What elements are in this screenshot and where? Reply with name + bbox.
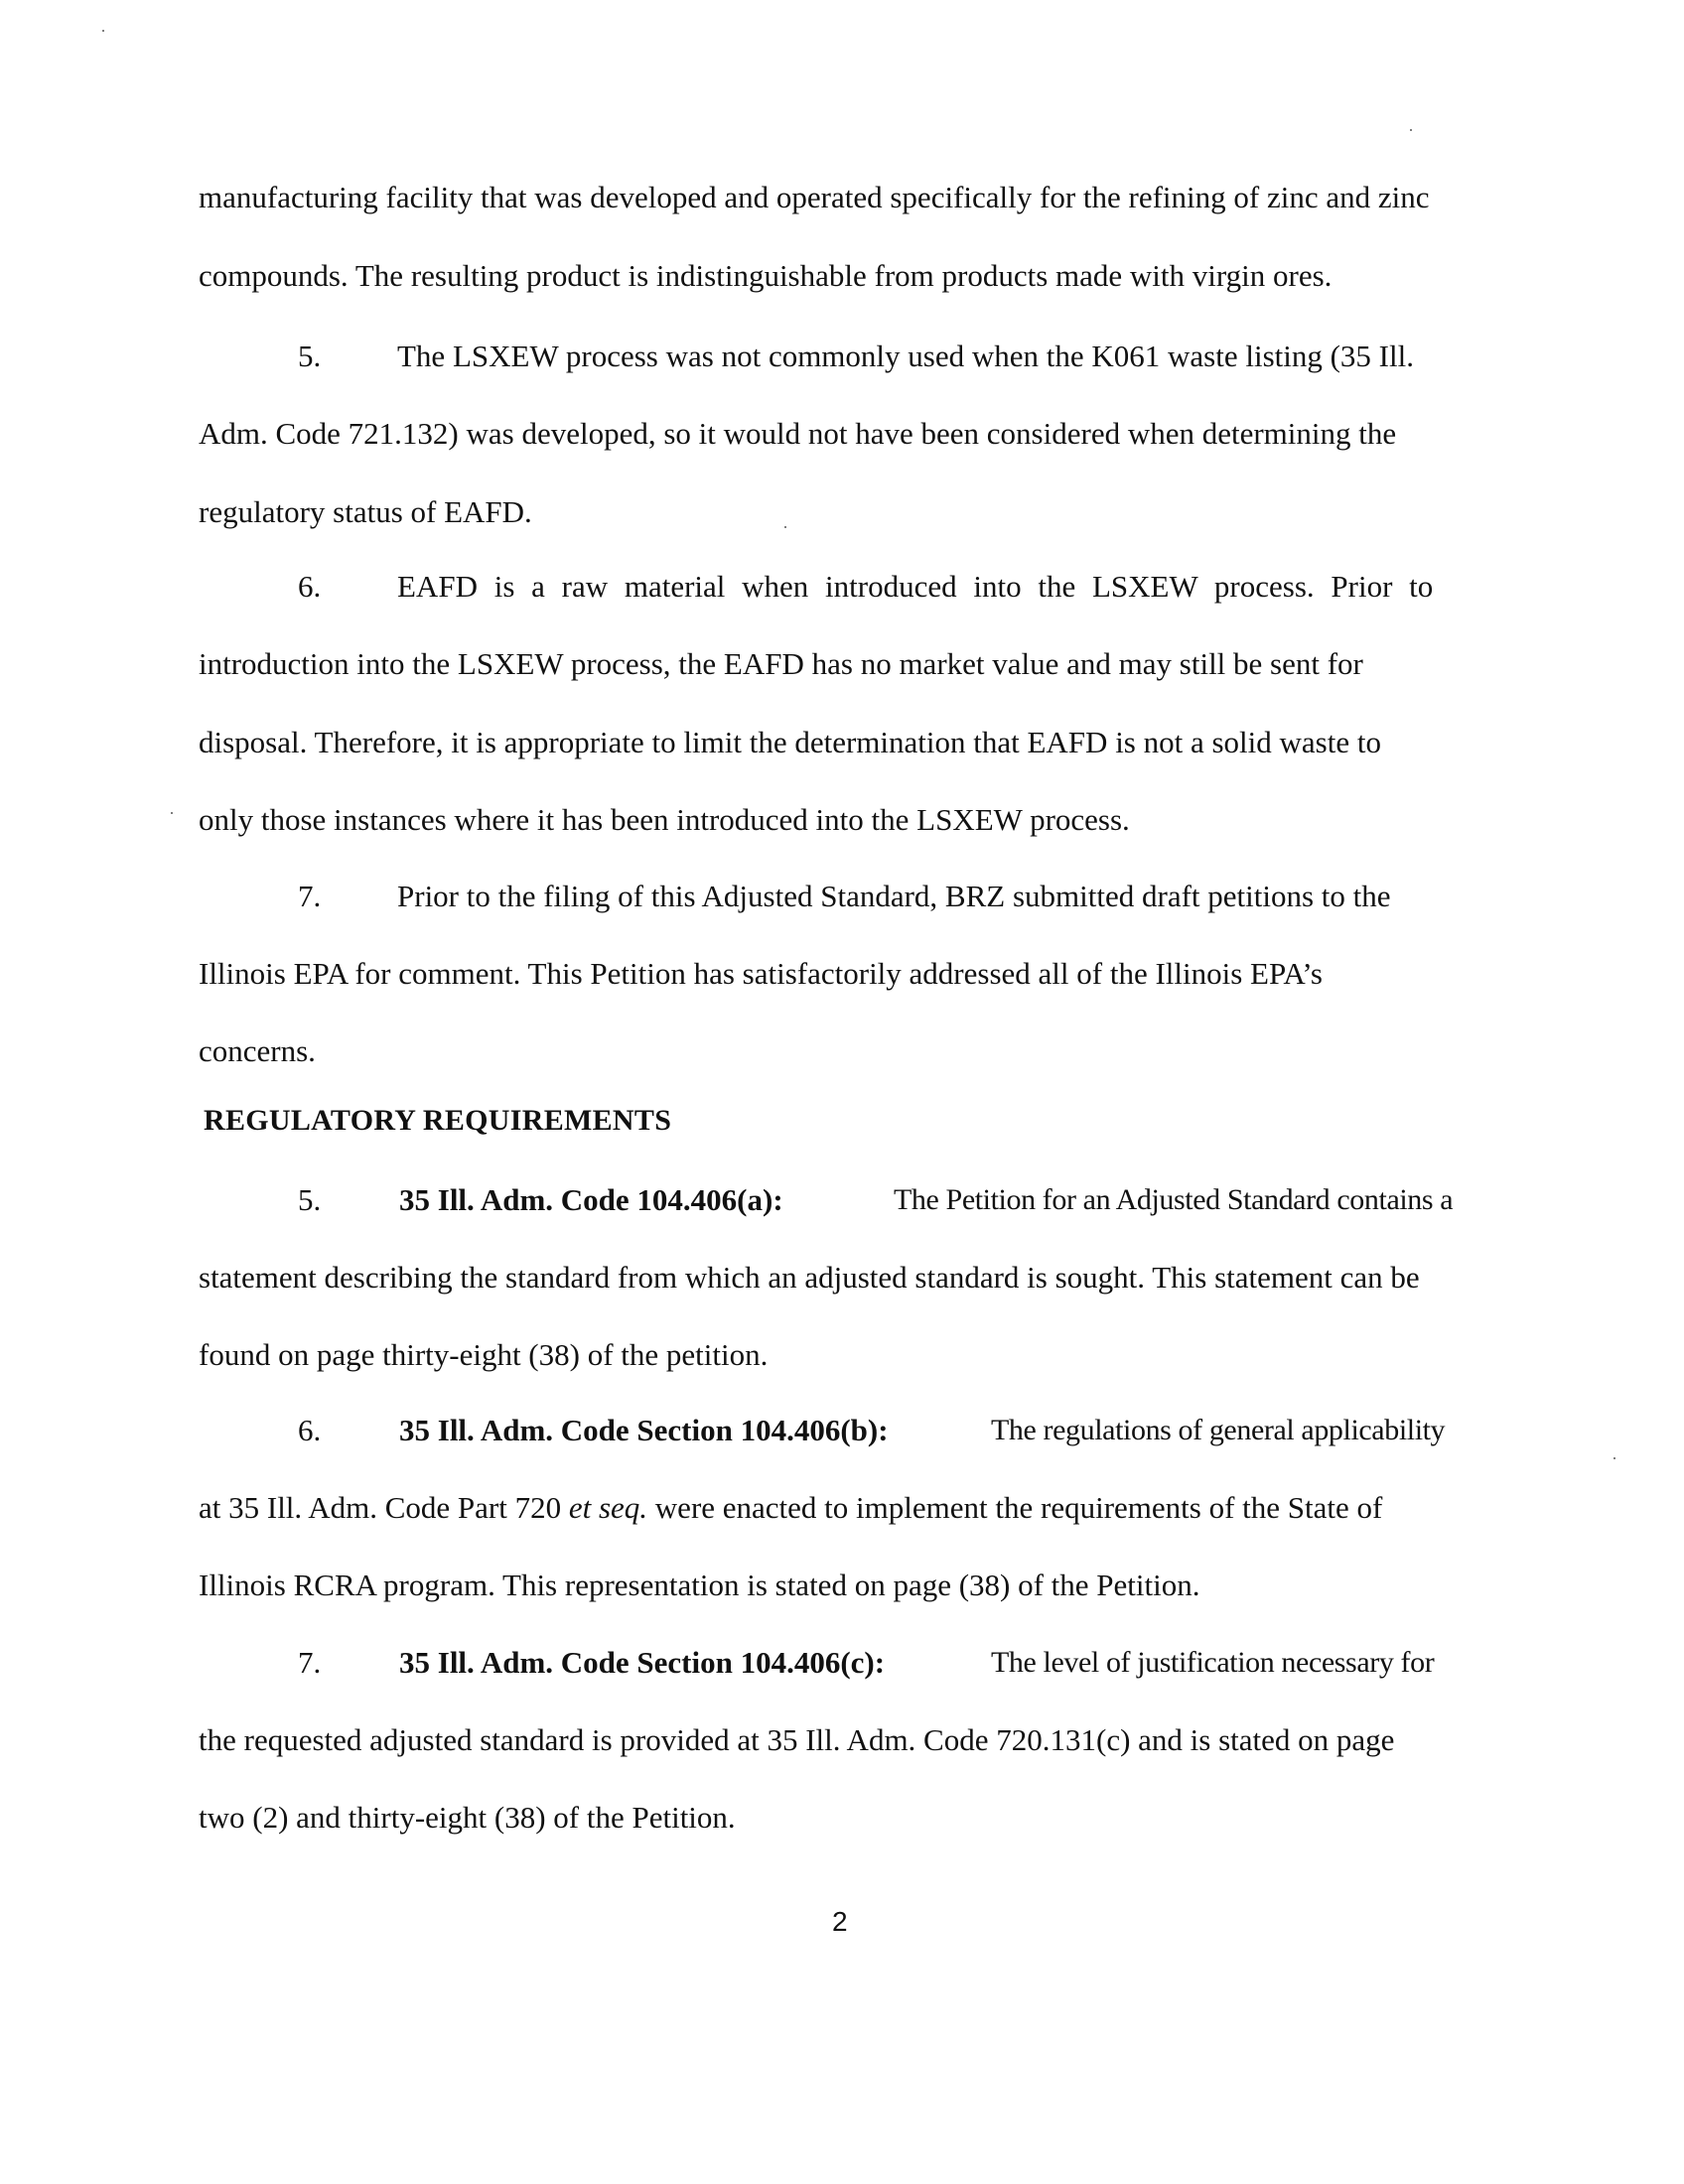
body-line bbox=[199, 645, 1489, 683]
italic-term: et seq. bbox=[568, 1490, 648, 1525]
paragraph-text: Illinois EPA for comment. This Petition has satisfactorily addressed all of the Illinois EPA’s bbox=[199, 956, 1323, 991]
paragraph-text: The Petition for an Adjusted Standard contains a bbox=[894, 1183, 1454, 1216]
paragraph-text: concerns. bbox=[199, 1033, 316, 1068]
paragraph-number: 5. bbox=[298, 339, 322, 373]
body-line bbox=[199, 1032, 1489, 1070]
paragraph-number: 5. bbox=[298, 1182, 322, 1217]
paragraph-text: Prior to the filing of this Adjusted Standard, BRZ submitted draft petitions to the bbox=[397, 879, 1391, 913]
paragraph-text: Adm. Code 721.132) was developed, so it would not have been considered when determining the bbox=[199, 416, 1397, 451]
paragraph-text: EAFD is a raw material when introduced into the LSXEW process. Prior to bbox=[397, 569, 1434, 604]
paragraph-text: The regulations of general applicability bbox=[991, 1414, 1446, 1446]
body-line bbox=[199, 801, 1489, 839]
paragraph-text: introduction into the LSXEW process, the EAFD has no market value and may still be sent for bbox=[199, 646, 1363, 681]
scan-speck bbox=[102, 30, 104, 32]
paragraph-number: 6. bbox=[298, 1413, 322, 1447]
body-line bbox=[199, 493, 1489, 531]
scan-speck bbox=[784, 526, 786, 528]
paragraph-number: 7. bbox=[298, 879, 322, 913]
body-line bbox=[199, 1336, 1489, 1374]
body-line bbox=[199, 724, 1489, 761]
paragraph-text: disposal. Therefore, it is appropriate to limit the determination that EAFD is not a solid waste to bbox=[199, 725, 1381, 759]
paragraph-text: Illinois RCRA program. This representation is stated on page (38) of the Petition. bbox=[199, 1568, 1200, 1602]
section-heading: REGULATORY REQUIREMENTS bbox=[204, 1104, 672, 1137]
citation-label: 35 Ill. Adm. Code 104.406(a): bbox=[399, 1182, 783, 1217]
paragraph-text: two (2) and thirty-eight (38) of the Petition. bbox=[199, 1800, 736, 1835]
paragraph-text: compounds. The resulting product is indistinguishable from products made with virgin ores. bbox=[199, 258, 1333, 293]
paragraph-text: regulatory status of EAFD. bbox=[199, 494, 532, 529]
body-line bbox=[199, 1489, 1489, 1527]
page-number: 2 bbox=[832, 1906, 848, 1937]
citation-label: 35 Ill. Adm. Code Section 104.406(b): bbox=[399, 1413, 889, 1447]
body-line bbox=[199, 1721, 1489, 1759]
scan-speck bbox=[1410, 129, 1412, 131]
scan-speck bbox=[171, 812, 173, 814]
paragraph-number: 6. bbox=[298, 569, 322, 604]
body-line bbox=[199, 179, 1489, 216]
body-line bbox=[199, 955, 1489, 993]
body-line bbox=[199, 1567, 1489, 1604]
body-line bbox=[199, 415, 1489, 453]
paragraph-text: were enacted to implement the requirements of the State of bbox=[647, 1490, 1383, 1525]
paragraph-text: only those instances where it has been introduced into the LSXEW process. bbox=[199, 802, 1130, 837]
citation-label: 35 Ill. Adm. Code Section 104.406(c): bbox=[399, 1645, 886, 1680]
paragraph-text: The level of justification necessary for bbox=[991, 1646, 1435, 1679]
paragraph-text: The LSXEW process was not commonly used when the K061 waste listing (35 Ill. bbox=[397, 339, 1414, 373]
paragraph-text: the requested adjusted standard is provided at 35 Ill. Adm. Code 720.131(c) and is stated on page bbox=[199, 1722, 1395, 1757]
body-line bbox=[199, 257, 1489, 295]
paragraph-text: found on page thirty-eight (38) of the petition. bbox=[199, 1337, 769, 1372]
paragraph-text: statement describing the standard from which an adjusted standard is sought. This statement can be bbox=[199, 1260, 1420, 1295]
body-line bbox=[199, 1799, 1489, 1837]
paragraph-text: manufacturing facility that was developed and operated specifically for the refining of zinc and zinc bbox=[199, 180, 1430, 214]
paragraph-text: at 35 Ill. Adm. Code Part 720 bbox=[199, 1490, 569, 1525]
paragraph-number: 7. bbox=[298, 1645, 322, 1680]
body-line bbox=[199, 1259, 1489, 1297]
scan-speck bbox=[1614, 1457, 1615, 1459]
